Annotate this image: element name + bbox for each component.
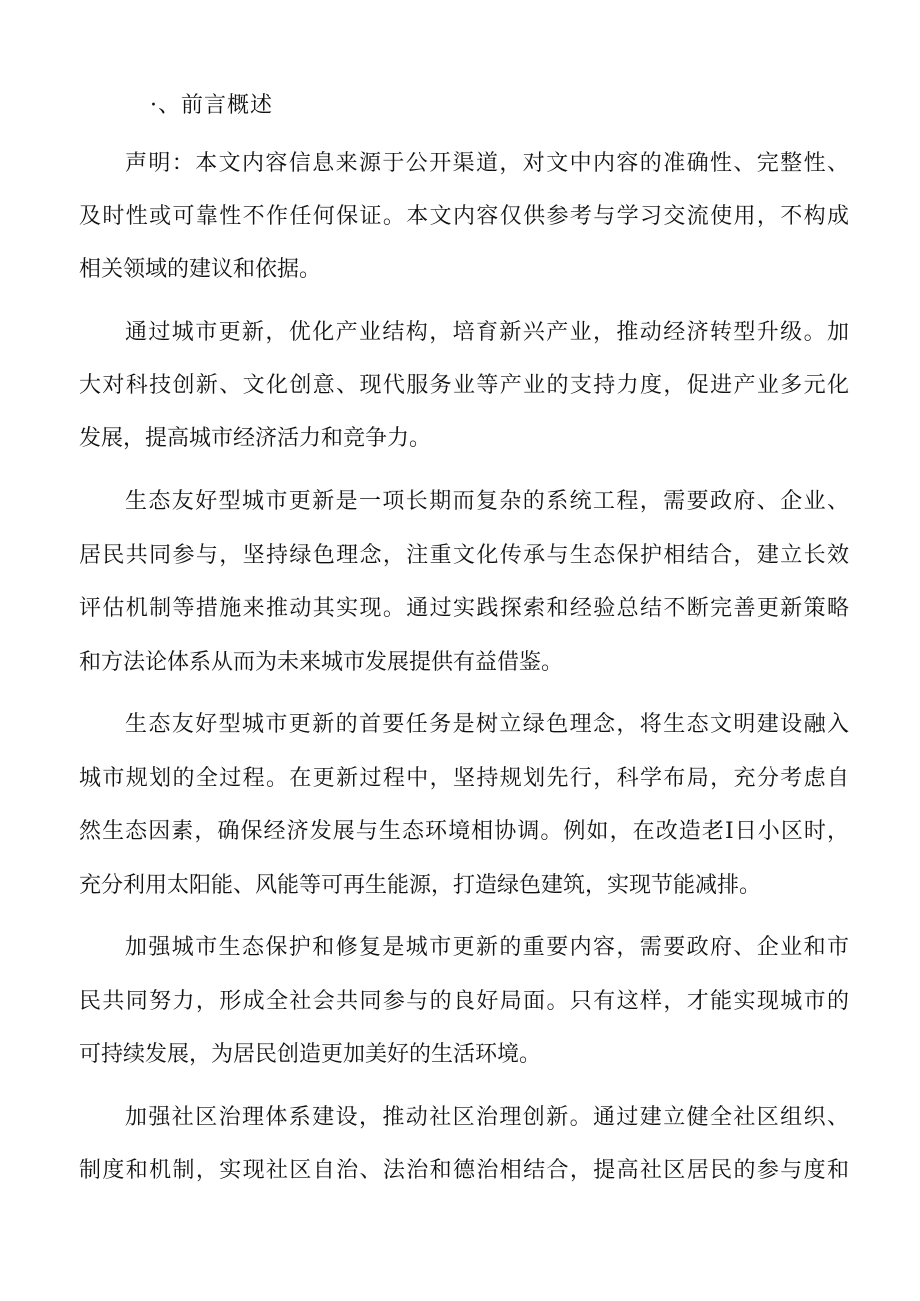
paragraph-6-line-1: 加强社区治理体系建设，推动社区治理创新。通过建立健全社区组织、 [125, 1105, 849, 1130]
paragraph-1-line-2: 及时性或可靠性不作任何保证。本文内容仅供参考与学习交流使用，不构成 [79, 204, 849, 229]
paragraph-5-line-3: 可持续发展，为居民创造更加美好的生活环境。 [79, 1042, 542, 1067]
paragraph-3-line-2: 居民共同参与，坚持绿色理念，注重文化传承与生态保护相结合，建立长效 [79, 543, 849, 568]
paragraph-3-line-3: 评估机制等措施来推动其实现。通过实践探索和经验总结不断完善更新策略 [79, 596, 849, 621]
paragraph-4-line-2: 城市规划的全过程。在更新过程中，坚持规划先行，科学布局，充分考虑自 [79, 766, 849, 791]
paragraph-4-line-3: 然生态因素，确保经济发展与生态环境相协调。例如，在改造老I日小区时， [79, 819, 849, 844]
paragraph-1-line-3: 相关领域的建议和依据。 [79, 257, 322, 282]
paragraph-4-line-1: 生态友好型城市更新的首要任务是树立绿色理念，将生态文明建设融入 [125, 712, 849, 737]
paragraph-5-line-2: 民共同努力，形成全社会共同参与的良好局面。只有这样，才能实现城市的 [79, 989, 849, 1014]
section-heading: ·、前言概述 [150, 93, 273, 118]
paragraph-6-line-2: 制度和机制，实现社区自治、法治和德治相结合，提高社区居民的参与度和 [79, 1158, 849, 1183]
paragraph-4-line-4: 充分利用太阳能、风能等可再生能源，打造绿色建筑，实现节能减排。 [79, 873, 762, 898]
paragraph-2-line-3: 发展，提高城市经济活力和竞争力。 [79, 426, 432, 451]
paragraph-1-line-1: 声明：本文内容信息来源于公开渠道，对文中内容的准确性、完整性、 [125, 151, 849, 176]
paragraph-5-line-1: 加强城市生态保护和修复是城市更新的重要内容，需要政府、企业和市 [125, 935, 849, 960]
paragraph-3-line-4: 和方法论体系从而为未来城市发展提供有益借鉴。 [79, 650, 564, 675]
paragraph-3-line-1: 生态友好型城市更新是一项长期而复杂的系统工程，需要政府、企业、 [125, 489, 849, 514]
paragraph-2-line-1: 通过城市更新，优化产业结构，培育新兴产业，推动经济转型升级。加 [125, 320, 849, 345]
paragraph-2-line-2: 大对科技创新、文化创意、现代服务业等产业的支持力度，促进产业多元化 [79, 373, 849, 398]
